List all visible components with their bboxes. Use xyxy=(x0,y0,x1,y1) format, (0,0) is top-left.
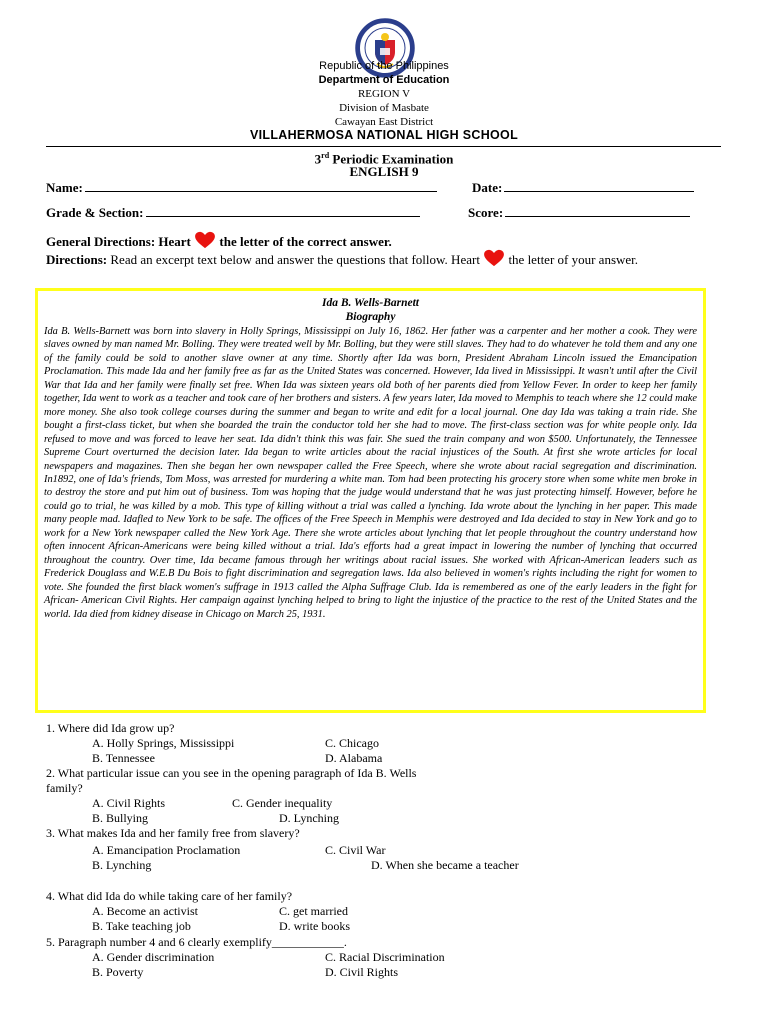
question-3: 3. What makes Ida and her family free from slavery? xyxy=(46,826,300,840)
general-directions-text: the letter of the correct answer. xyxy=(216,234,392,249)
republic-line: Republic of the Philippines xyxy=(319,60,449,72)
directions-label: Directions: xyxy=(46,252,108,267)
question-2-option-c[interactable]: C. Gender inequality xyxy=(232,796,333,810)
grade-section-blank[interactable] xyxy=(146,205,420,217)
score-field[interactable]: Score: xyxy=(468,205,690,221)
question-4: 4. What did Ida do while taking care of her family? xyxy=(46,889,293,903)
question-3-option-b[interactable]: B. Lynching xyxy=(92,858,152,872)
score-label: Score xyxy=(468,205,499,220)
question-5: 5. Paragraph number 4 and 6 clearly exemplify____________. xyxy=(46,935,347,949)
question-3-option-a[interactable]: A. Emancipation Proclamation xyxy=(92,843,241,857)
question-2-option-a[interactable]: A. Civil Rights xyxy=(92,796,166,810)
question-5-option-a[interactable]: A. Gender discrimination xyxy=(92,950,215,964)
question-3-option-d[interactable]: D. When she became a teacher xyxy=(371,858,519,872)
heart-icon xyxy=(194,231,216,249)
date-field[interactable]: Date: xyxy=(472,180,694,196)
passage-subtitle: Biography xyxy=(345,311,396,323)
question-1-option-d[interactable]: D. Alabama xyxy=(325,751,383,765)
question-4-option-a[interactable]: A. Become an activist xyxy=(92,904,198,918)
region-line: REGION V xyxy=(357,88,411,100)
general-directions xyxy=(46,231,722,250)
directions-text-2: the letter of your answer. xyxy=(505,252,639,267)
question-2-continued: family? xyxy=(46,781,83,795)
general-directions-label: General Directions: Heart xyxy=(46,234,191,249)
score-blank[interactable] xyxy=(505,205,690,217)
question-3-option-c[interactable]: C. Civil War xyxy=(325,843,386,857)
question-2: 2. What particular issue can you see in the opening paragraph of Ida B. Wells xyxy=(46,766,417,780)
department-line: Department of Education xyxy=(318,74,450,86)
exam-title-text: Periodic Examination xyxy=(329,151,454,167)
exam-ordinal-suffix: rd xyxy=(321,151,330,160)
grade-section-field[interactable]: Grade & Section: xyxy=(46,205,420,221)
heart-icon xyxy=(483,249,505,267)
question-5-option-d[interactable]: D. Civil Rights xyxy=(325,965,399,979)
division-line: Division of Masbate xyxy=(339,102,429,114)
question-4-option-c[interactable]: C. get married xyxy=(279,904,348,918)
question-1: 1. Where did Ida grow up? xyxy=(46,721,175,735)
name-blank[interactable] xyxy=(85,180,437,192)
school-name: VILLAHERMOSA NATIONAL HIGH SCHOOL xyxy=(250,128,518,142)
question-1-option-a[interactable]: A. Holly Springs, Mississippi xyxy=(92,736,235,750)
directions xyxy=(46,249,722,268)
subject-title: ENGLISH 9 xyxy=(349,164,419,179)
question-4-option-b[interactable]: B. Take teaching job xyxy=(92,919,191,933)
passage-text: Ida B. Wells-Barnett was born into slavery in Holly Springs, Mississippi on July 16, 1862. Her father was a carpenter and her mother a cook. They were slaves owned by man named Mr. Bolling. They were treated well by Mr. Bolling, but they were still slaves. They had to do whatever he told them and any one of the family could be sold to another slave owner at any time. Shortly after Ida was born, President Abraham Lincoln issued the Emancipation Proclamation. This made Ida and her family free as far as the United States was concerned. However, Ida lived in Mississippi. It wasn't until after the Civil War that Ida and her family were finally set free. When Ida was sixteen years old both of her parents died from Yellow Fever. In order to keep her family together, Ida went to work as a teacher and took care of her brothers and sisters. A few years later, Ida moved to Memphis to teach where she 12 could make more money. She also took college courses during the summer and began to write and edit for a local journal. One day Ida was taking a train ride. She bought a first-class ticket, but when she boarded the train the conductor told her she had to move. The first-class section was for white people only. Ida refused to move and was forced to leave her seat. Ida didn't think this was fair. She sued the train company and won $500. Unfortunately, the Tennessee Supreme Court overturned the decision later. Ida began to write articles about the racial injustices of the South. At first she wrote articles for local newspapers and magazines. Then she began her own newspaper called the Free Speech, where she wrote about racial segregation and discrimination. In1892, one of Ida's friends, Tom Moss, was arrested for murdering a white man. Tom had been protecting his grocery store when some white men broke in to destroy the store and put him out of business. Tom was hoping that the judge would understand that he was just protecting himself. However, before he could go to trial, he was killed by a mob. This type of killing without a trial was called a lynching. Ida wrote about the lynching in her paper. This made many people mad. Idafled to New York to be safe. The offices of the Free Speech in Memphis were destroyed and Ida decided to stay in New York and go to work for a New York newspaper called the New York Age. There she wrote articles about lynching that let people throughout the country understand how often innocent African-Americans were being killed without a trial. Ida's efforts had a great impact in lowering the number of lynching that occurred throughout the country. Over time, Ida became famous through her writings about racial issues. She worked with African-American leaders such as Frederick Douglass and W.E.B Du Bois to fight discrimination and segregation laws. Ida also believed in women's rights including the right for women to vote. She founded the first black women's suffrage in 1913 called the Alpha Suffrage Club. Ida is remembered as one of the early leaders in the fight for African- American Civil Rights. Her campaign against lynching helped to bring to light the injustice of the practice to the rest of the United States and the world. Ida died from kidney disease in Chicago on March 25, 1931. xyxy=(44,326,697,620)
district-line: Cawayan East District xyxy=(334,116,434,128)
passage-box xyxy=(35,288,706,713)
exam-ordinal: 3 xyxy=(314,151,322,167)
question-4-option-d[interactable]: D. write books xyxy=(279,919,350,933)
question-2-option-b[interactable]: B. Bullying xyxy=(92,811,149,825)
question-5-option-b[interactable]: B. Poverty xyxy=(92,965,144,979)
question-1-option-b[interactable]: B. Tennessee xyxy=(92,751,155,765)
question-5-option-c[interactable]: C. Racial Discrimination xyxy=(325,950,445,964)
name-field[interactable]: Name: xyxy=(46,180,437,196)
header-rule xyxy=(46,146,721,147)
directions-text-1: Read an excerpt text below and answer the questions that follow. Heart xyxy=(107,252,480,267)
passage-title: Ida B. Wells-Barnett xyxy=(321,297,420,309)
date-label: Date xyxy=(472,180,498,195)
name-label: Name xyxy=(46,180,79,195)
date-blank[interactable] xyxy=(504,180,694,192)
grade-section-label: Grade & Section xyxy=(46,205,140,220)
question-1-option-c[interactable]: C. Chicago xyxy=(325,736,379,750)
question-2-option-d[interactable]: D. Lynching xyxy=(279,811,339,825)
